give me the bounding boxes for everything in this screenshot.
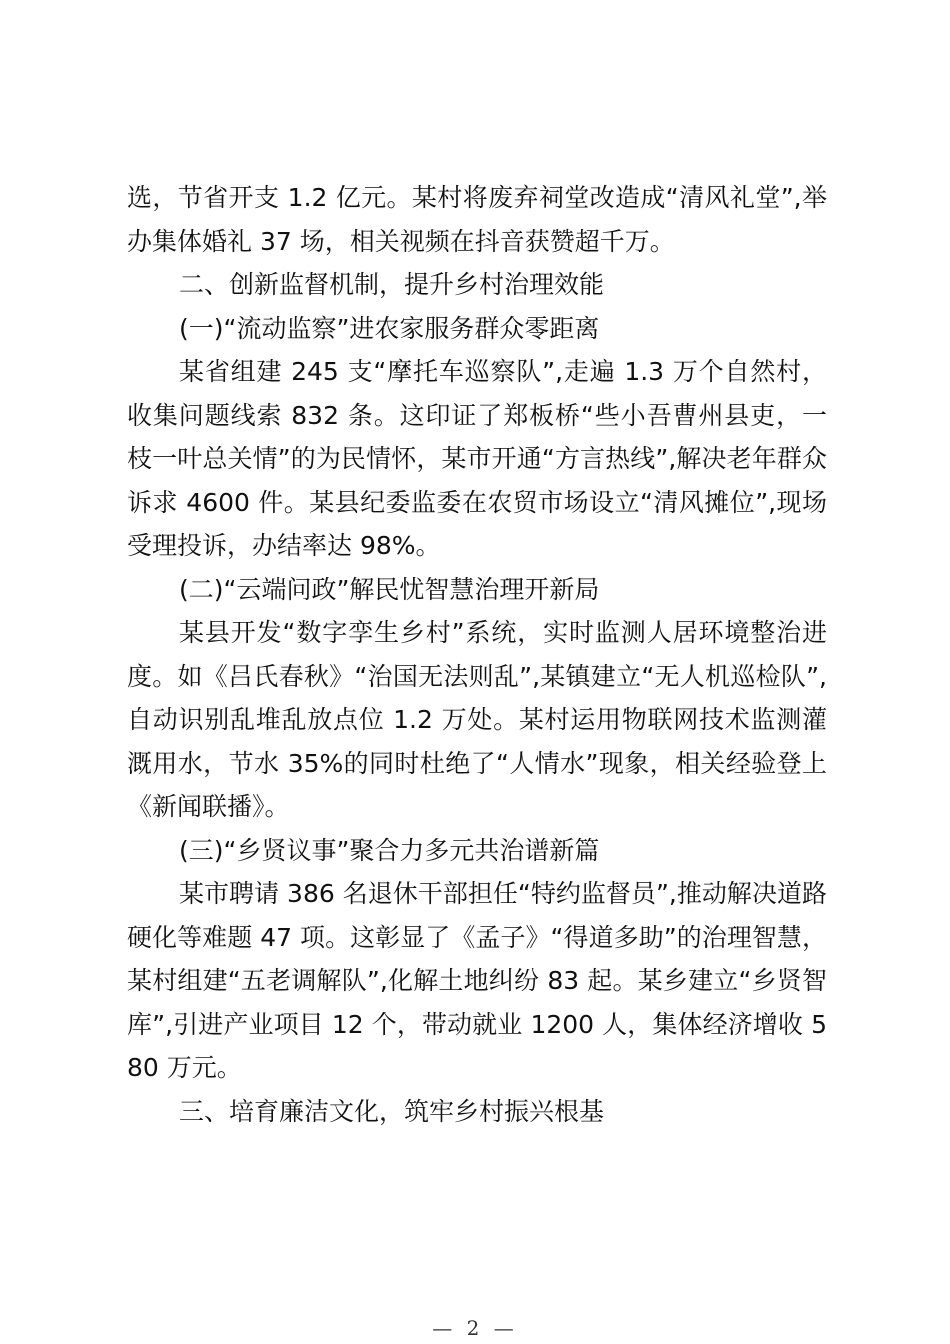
page-number: — 2 —	[432, 1316, 518, 1340]
paragraph-body: 某省组建 245 支“摩托车巡察队”,走遍 1.3 万个自然村，收集问题线索 832 条。这印证了郑板桥“些小吾曹州县吏，一枝一叶总关情”的为民情怀，某市开通“方言热线”,解决老年群众诉求 4600 件。某县纪委监委在农贸市场设立“清风摊位”,现场受理投诉，办结率达 98%。	[127, 357, 827, 560]
section-heading-2: 二、创新监督机制，提升乡村治理效能	[179, 270, 605, 299]
paragraph-body: 某市聘请 386 名退休干部担任“特约监督员”,推动解决道路硬化等难题 47 项。这彰显了《孟子》“得道多助”的治理智慧，某村组建“五老调解队”,化解土地纠纷 83 起。某乡建立“乡贤智库”,引进产业项目 12 个，带动就业 1200 人，集体经济增收 580 万元。	[127, 879, 827, 1082]
subsection-heading-2-1: (一)“流动监察”进农家服务群众零距离	[179, 313, 600, 343]
paragraph-continuation: 选，节省开支 1.2 亿元。某村将废弃祠堂改造成“清风礼堂”,举办集体婚礼 37 场，相关视频在抖音获赞超千万。	[127, 183, 827, 256]
document-body	[127, 176, 827, 1133]
subsection-heading-2-3: (三)“乡贤议事”聚合力多元共治谱新篇	[179, 835, 600, 865]
subsection-heading-2-2: (二)“云端问政”解民忧智慧治理开新局	[179, 574, 600, 604]
section-heading-3: 三、培育廉洁文化，筑牢乡村振兴根基	[179, 1096, 605, 1126]
paragraph-body: 某县开发“数字孪生乡村”系统，实时监测人居环境整治进度。如《吕氏春秋》“治国无法则乱”,某镇建立“无人机巡检队”,自动识别乱堆乱放点位 1.2 万处。某村运用物联网技术监测灌溉用水，节水 35%的同时杜绝了“人情水”现象，相关经验登上《新闻联播》。	[127, 618, 827, 821]
